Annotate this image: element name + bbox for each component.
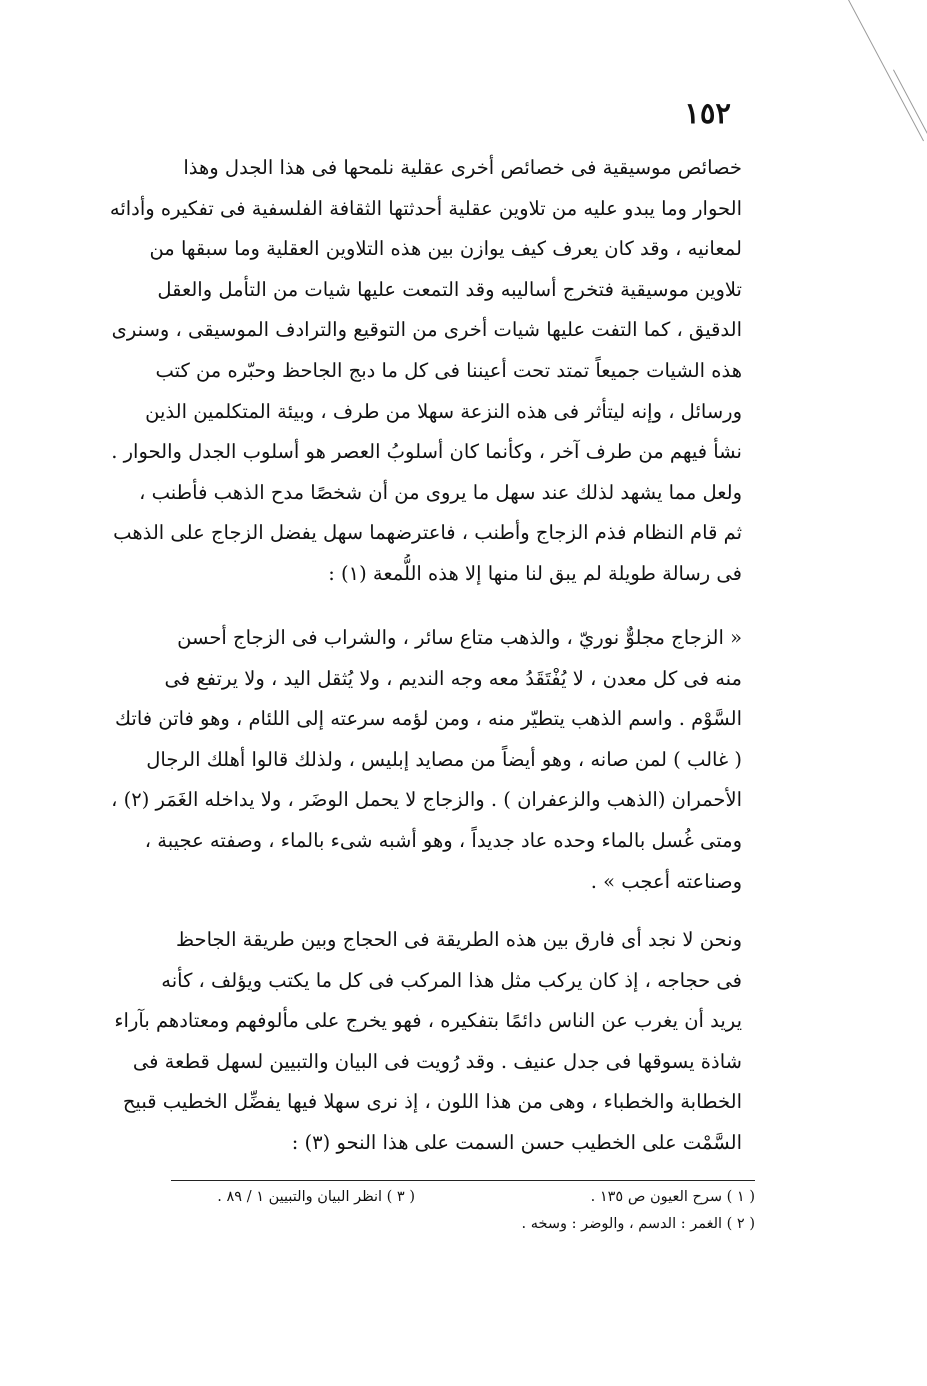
- paragraph-3: [87, 920, 742, 1164]
- text-line: يريد أن يغرب عن الناس دائمًا بتفكيره ، فهو يخرج على مألوفهم ومعتادهم بآراء: [114, 1009, 742, 1033]
- footnotes-left-column: [165, 1184, 415, 1211]
- scan-edge-line: [848, 0, 924, 141]
- text-line: الأحمران (الذهب والزعفران ) . والزجاج لا يحمل الوضَر ، ولا يداخله الغَمَر (٢) ،: [111, 788, 742, 812]
- footnote-3: ( ٣ ) انظر البيان والتبيين ١ / ٨٩ .: [217, 1189, 415, 1205]
- text-line: ونحن لا نجد أى فارق بين هذه الطريقة فى الحجاج وبين طريقة الجاحظ: [176, 928, 742, 951]
- text-line: ومتى غُسل بالماء وحده عاد جديداً ، وهو أشبه شىء بالماء ، وصفته عجيبة ،: [144, 828, 742, 852]
- text-line: خصائص موسيقية فى خصائص أخرى عقلية نلمحها فى هذا الجدل وهذا: [183, 156, 742, 179]
- text-line: « الزجاج مجلوٌّ نوريّ ، والذهب متاع سائر ، والشراب فى الزجاج أحسن: [177, 626, 742, 649]
- text-line: السَّمْت على الخطيب حسن السمت على هذا النحو (٣) :: [291, 1130, 742, 1154]
- paragraph-1: [87, 148, 742, 595]
- footnote-divider: [171, 1180, 755, 1181]
- text-line: ثم قام النظام فذم الزجاج وأطنب ، فاعترضهما سهل يفضل الزجاج على الذهب: [113, 521, 742, 545]
- footnote-2: ( ٢ ) الغمر : الدسم ، والوضر : وسخه .: [521, 1216, 755, 1232]
- scan-edge-line-lower: [893, 70, 927, 141]
- text-line: ولعل مما يشهد لذلك عند سهل ما يروى من أن شخصًا مدح الذهب فأطنب ،: [139, 480, 742, 504]
- text-line: الدقيق ، كما التفت عليها شيات أخرى من التوقيع والترادف الموسيقى ، وسنرى: [111, 318, 742, 342]
- text-line: شاذة يسوقها فى جدل عنيف . وقد رُويت فى البيان والتبيين لسهل قطعة فى: [132, 1049, 742, 1073]
- footnote-1: ( ١ ) سرح العيون ص ١٣٥ .: [590, 1189, 755, 1205]
- text-line: تلاوين موسيقية فتخرج أساليبه وقد التمعت عليها شيات من التأمل والعقل: [157, 277, 742, 301]
- paragraph-2-quotation: [87, 618, 742, 902]
- text-line: الخطابة والخطباء ، وهى من هذا اللون ، إذ نرى سهلا فيها يفضِّل الخطيب قبيح: [122, 1090, 742, 1114]
- page-number: ١٥٢: [684, 96, 731, 130]
- text-line: وصناعته أعجب » .: [590, 869, 742, 893]
- text-line: ورسائل ، وإنه ليتأثر فى هذه النزعة سهلا من طرف ، وبيئة المتكلمين الذين: [145, 399, 742, 423]
- text-line: فى رسالة طويلة لم يبق لنا منها إلا هذه اللُّمعة (١) :: [328, 561, 742, 585]
- text-line: لمعانيه ، وقد كان يعرف كيف يوازن بين هذه التلاوين العقلية وما سبقها من: [149, 237, 742, 261]
- text-line: فى حجاجه ، إذ كان يركب مثل هذا المركب فى كل ما يكتب ويؤلف ، كأنه: [161, 968, 742, 992]
- text-line: منه فى كل معدن ، لا يُفْتَقَدُ معه وجه النديم ، ولا يُثقل اليد ، ولا يرتفع فى: [164, 666, 742, 690]
- text-line: هذه الشيات جميعاً تمتد تحت أعيننا فى كل ما دبج الجاحظ وحبّره من كتب: [155, 358, 742, 382]
- text-line: السَّوْم . واسم الذهب يتطيّر منه ، ومن لؤمه سرعته إلى اللئام ، وهو فاتن فاتك: [114, 707, 742, 731]
- text-line: الحوار وما يبدو عليه من تلاوين عقلية أحدثتها الثقافة الفلسفية فى تفكيره وأدائه: [109, 196, 742, 220]
- text-line: نشأ فيهم من طرف آخر ، وكأنما كان أسلوبُ العصر هو أسلوب الجدل والحوار .: [111, 440, 742, 464]
- text-line: ( غالب ) لمن صانه ، وهو أيضاً من مصايد إبليس ، ولذلك قالوا أهلك الرجال: [146, 747, 742, 771]
- footnotes-right-column: [455, 1184, 755, 1238]
